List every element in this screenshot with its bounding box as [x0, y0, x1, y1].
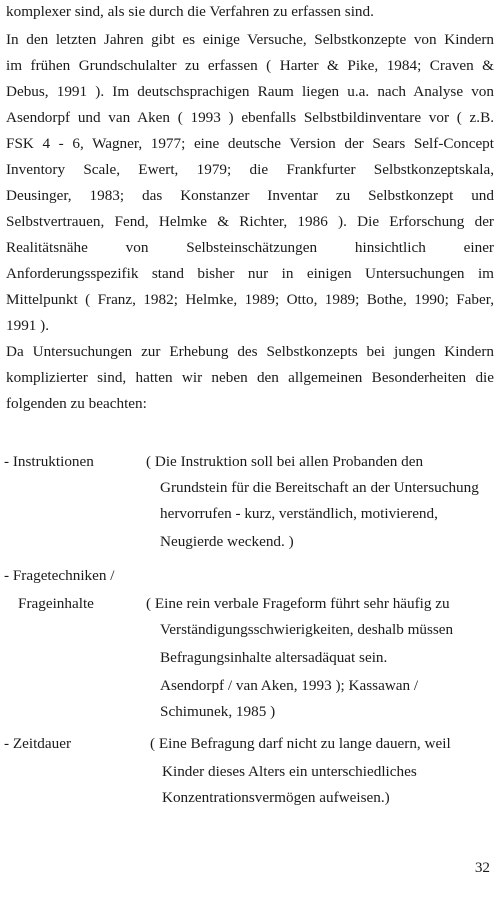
body-text-line: komplexer sind, als sie durch die Verfahren zu erfassen sind.: [6, 3, 374, 20]
body-text-line: In den letzten Jahren gibt es einige Versuche, Selbstkonzepte von Kindern: [6, 31, 494, 48]
body-text-line: Da Untersuchungen zur Erhebung des Selbstkonzepts bei jungen Kindern: [6, 343, 494, 360]
page-number: 32: [474, 859, 490, 876]
body-text-line: komplizierter sind, hatten wir neben den allgemeinen Besonderheiten die: [6, 369, 494, 386]
body-text-line: Inventory Scale, Ewert, 1979; die Frankfurter Selbstkonzeptskala,: [6, 161, 494, 178]
list-item-text-line: ( Eine rein verbale Frageform führt sehr häufig zu: [146, 595, 450, 612]
body-text-line: folgenden zu beachten:: [6, 395, 147, 412]
list-item-label: - Zeitdauer: [4, 735, 72, 752]
list-item-text-line: Befragungsinhalte altersadäquat sein.: [160, 649, 388, 666]
list-item-text-line: Neugierde weckend. ): [160, 533, 294, 550]
body-text-line: Anforderungsspezifik stand bisher nur in einigen Untersuchungen im: [6, 265, 494, 282]
body-text-line: im frühen Grundschulalter zu erfassen ( Harter & Pike, 1984; Craven &: [6, 57, 494, 74]
body-text-line: Realitätsnähe von Selbsteinschätzungen hinsichtlich einer: [6, 239, 494, 256]
body-text-line: Selbstvertrauen, Fend, Helmke & Richter, 1986 ). Die Erforschung der: [6, 213, 494, 230]
list-item-text-line: hervorrufen - kurz, verständlich, motivierend,: [160, 505, 438, 522]
list-item-text-line: Asendorpf / van Aken, 1993 ); Kassawan /: [160, 677, 419, 694]
body-text-line: Asendorpf und van Aken ( 1993 ) ebenfalls Selbstbildinventare vor ( z.B.: [6, 109, 494, 126]
list-item-label: - Instruktionen: [4, 453, 94, 470]
list-item-text-line: Konzentrationsvermögen aufweisen.): [162, 789, 390, 806]
body-text-line: 1991 ).: [6, 317, 50, 334]
list-item-text-line: Verständigungsschwierigkeiten, deshalb müssen: [160, 621, 454, 638]
body-text-line: Deusinger, 1983; das Konstanzer Inventar zu Selbstkonzept und: [6, 187, 494, 204]
list-item-label: Frageinhalte: [18, 595, 94, 612]
body-text-line: FSK 4 - 6, Wagner, 1977; eine deutsche Version der Sears Self-Concept: [6, 135, 494, 152]
list-item-text-line: ( Die Instruktion soll bei allen Probanden den: [146, 453, 424, 470]
list-item-text-line: Grundstein für die Bereitschaft an der Untersuchung: [160, 479, 479, 496]
list-item-text-line: Schimunek, 1985 ): [160, 703, 276, 720]
list-item-label: - Fragetechniken /: [4, 567, 115, 584]
list-item-text-line: Kinder dieses Alters ein unterschiedliches: [162, 763, 417, 780]
body-text-line: Debus, 1991 ). Im deutschsprachigen Raum liegen u.a. nach Analyse von: [6, 83, 494, 100]
body-text-line: Mittelpunkt ( Franz, 1982; Helmke, 1989; Otto, 1989; Bothe, 1990; Faber,: [6, 291, 494, 308]
list-item-text-line: ( Eine Befragung darf nicht zu lange dauern, weil: [150, 735, 451, 752]
